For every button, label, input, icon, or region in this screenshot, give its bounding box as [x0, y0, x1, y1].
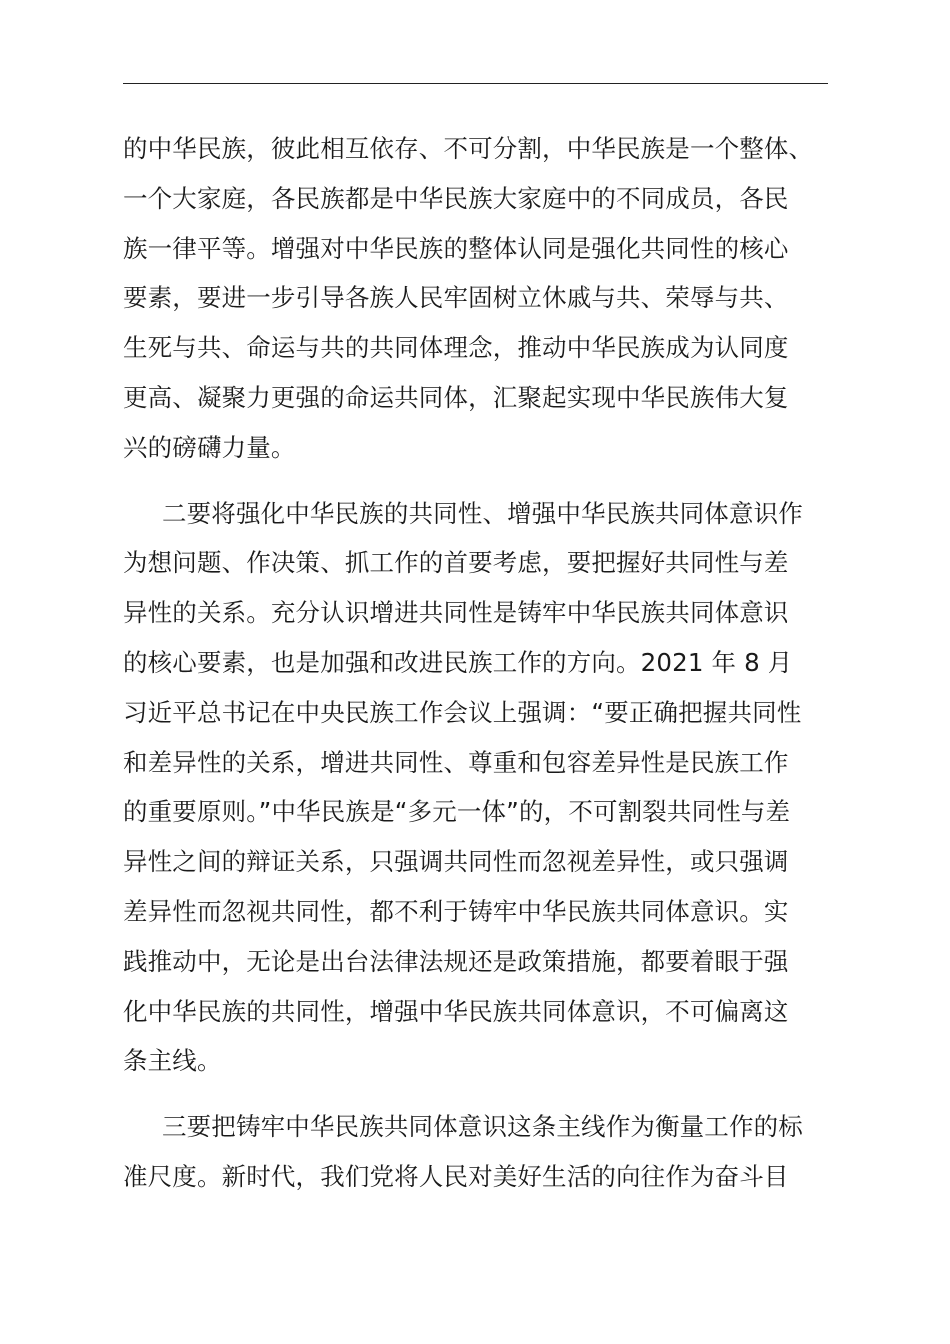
- paragraph-1: [123, 124, 828, 473]
- text-line: 一个大家庭，各民族都是中华民族大家庭中的不同成员，各民: [123, 183, 789, 213]
- paragraph-spacing: [123, 473, 828, 489]
- text-line: 族一律平等。增强对中华民族的整体认同是强化共同性的核心: [123, 233, 789, 263]
- text-line: 的重要原则。”中华民族是“多元一体”的，不可割裂共同性与差: [123, 797, 791, 827]
- document-body: [123, 124, 828, 1202]
- text-line: 践推动中，无论是出台法律法规还是政策措施，都要着眼于强: [123, 946, 789, 976]
- text-line: 的中华民族，彼此相互依存、不可分割，中华民族是一个整体、: [123, 134, 814, 163]
- text-line: 兴的磅礴力量。: [123, 432, 296, 462]
- text-line: 习近平总书记在中央民族工作会议上强调：“要正确把握共同性: [123, 697, 802, 727]
- text-line: 准尺度。新时代，我们党将人民对美好生活的向往作为奋斗目: [123, 1161, 789, 1191]
- text-line: 要素，要进一步引导各族人民牢固树立休戚与共、荣辱与共、: [123, 283, 789, 313]
- text-line: 化中华民族的共同性，增强中华民族共同体意识，不可偏离这: [123, 996, 789, 1026]
- text-line: 生死与共、命运与共的共同体理念，推动中华民族成为认同度: [123, 333, 789, 363]
- text-line: 异性的关系。充分认识增进共同性是铸牢中华民族共同体意识: [123, 598, 789, 628]
- text-line: 二要将强化中华民族的共同性、增强中华民族共同体意识作: [162, 498, 803, 528]
- text-line: 和差异性的关系，增进共同性、尊重和包容差异性是民族工作: [123, 747, 789, 777]
- header-rule: [123, 83, 828, 84]
- paragraph-3: [123, 1102, 828, 1202]
- text-line: 为想问题、作决策、抓工作的首要考虑，要把握好共同性与差: [123, 548, 789, 578]
- paragraph-spacing: [123, 1086, 828, 1102]
- text-line: 的核心要素，也是加强和改进民族工作的方向。2021 年 8 月: [123, 647, 793, 677]
- paragraph-2: [123, 489, 828, 1087]
- text-line: 条主线。: [123, 1046, 222, 1076]
- text-line: 三要把铸牢中华民族共同体意识这条主线作为衡量工作的标: [162, 1112, 803, 1142]
- text-line: 异性之间的辩证关系，只强调共同性而忽视差异性，或只强调: [123, 847, 789, 877]
- text-line: 差异性而忽视共同性，都不利于铸牢中华民族共同体意识。实: [123, 896, 789, 926]
- text-line: 更高、凝聚力更强的命运共同体，汇聚起实现中华民族伟大复: [123, 382, 789, 412]
